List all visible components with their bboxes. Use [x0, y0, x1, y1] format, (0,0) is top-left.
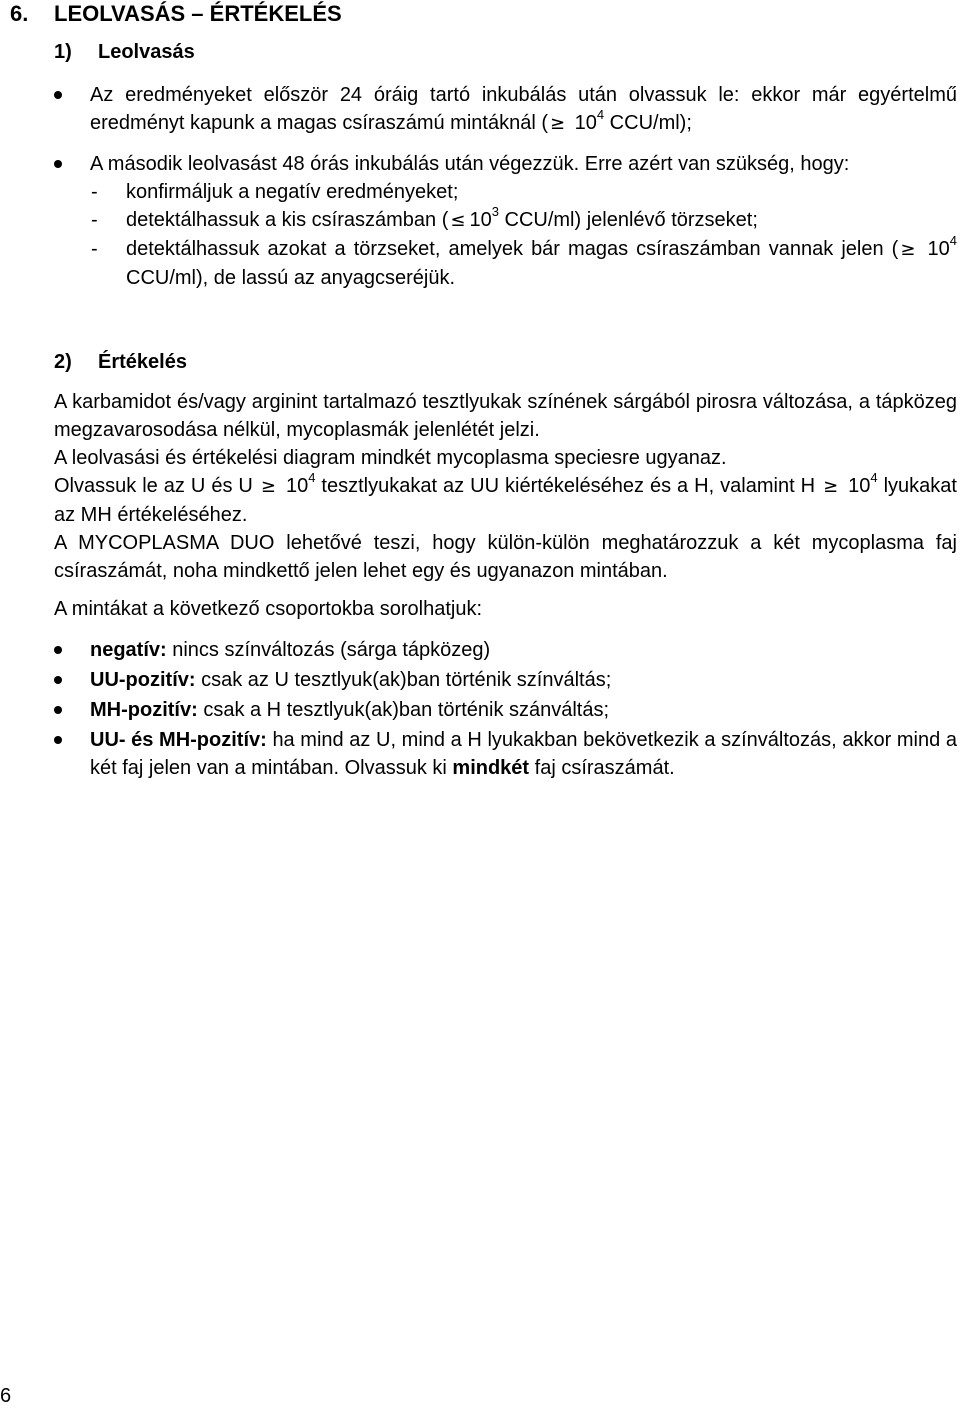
subsection-title: Leolvasás: [98, 41, 195, 63]
subsection-number: 1): [54, 41, 72, 63]
list-item: UU-pozitív: csak az U tesztlyuk(ak)ban történik színváltás;: [54, 666, 957, 694]
leq-symbol: ≤: [450, 210, 466, 231]
subsection-heading-evaluation: [54, 348, 187, 376]
paragraph-read-wells: Olvassuk le az U és $U \ge 10^4$ tesztlyukakat az UU kiértékeléséhez és a H, valamint $H \ge 10^4$ lyukakat az MH értékeléséhez.: [54, 470, 957, 526]
geq-symbol: ≥: [823, 476, 839, 497]
subsection-heading-reading: [54, 38, 195, 66]
geq-symbol: ≥: [549, 113, 566, 134]
section-number: 6.: [10, 1, 29, 26]
geq-symbol: ≥: [260, 476, 276, 497]
geq-symbol: ≥: [900, 239, 916, 260]
page-number: 6: [0, 1385, 12, 1407]
dash-item-confirm: - konfirmáljuk a negatív eredményeket;: [90, 178, 957, 206]
paragraph-groups-intro: A mintákat a következő csoportokba sorolhatjuk:: [54, 598, 483, 620]
paragraph-mycoplasma-duo: A MYCOPLASMA DUO lehetővé teszi, hogy külön-külön meghatározzuk a két mycoplasma faj csíraszámát, noha mindkettő jelen lehet egy és ugyanazon mintában.: [54, 532, 957, 582]
section-heading: [10, 0, 342, 28]
paragraph-diagram: A leolvasási és értékelési diagram mindkét mycoplasma speciesre ugyanaz.: [54, 447, 727, 469]
reading-bullet-list: [54, 81, 957, 292]
section-title: LEOLVASÁS – ÉRTÉKELÉS: [54, 1, 342, 26]
list-item: negatív: nincs színváltozás (sárga tápközeg): [54, 636, 957, 664]
bullet-first-reading: Az eredményeket először 24 óráig tartó inkubálás után olvassuk le: ekkor már egyértelmű eredményt kapunk a magas csíraszámú mintáknál ( ≥ $10^4$ CCU/ml);: [54, 81, 957, 138]
dash-item-low-count: - detektálhassuk a kis csíraszámban ( ≤ $10^3$ CCU/ml) jelenlévő törzseket;: [90, 206, 957, 235]
list-item: MH-pozitív: csak a H tesztlyuk(ak)ban történik szánváltás;: [54, 696, 957, 724]
evaluation-paragraphs: [54, 388, 957, 623]
list-item: UU- és MH-pozitív: ha mind az U, mind a H lyukakban bekövetkezik a színváltozás, akkor mind a két faj jelen van a mintában. Olvassuk ki mindkét faj csíraszámát.: [54, 726, 957, 782]
result-groups-list: [54, 636, 957, 782]
bullet-second-reading: A második leolvasást 48 órás inkubálás után végezzük. Erre azért van szükség, hogy: - konfirmáljuk a negatív eredményeket; - detektálhassuk a kis csíraszámban ( ≤ $10^3$ CCU/ml) jelenlévő törzseket; - detektálhassuk azokat a törzseket, amelyek bár magas csíraszámban vannak jelen ( ≥ $10^4$ CCU/ml), de lassú az anyagcseréjük.: [54, 150, 957, 292]
subsection-title: Értékelés: [98, 351, 187, 373]
paragraph-color-change: A karbamidot és/vagy arginint tartalmazó tesztlyukak színének sárgából pirosra változása, a tápközeg megzavarosodása nélkül, mycoplasmák jelenlétét jelzi.: [54, 391, 957, 441]
dash-item-slow-metabolism: - detektálhassuk azokat a törzseket, amelyek bár magas csíraszámban vannak jelen ( ≥ $10^4$ CCU/ml), de lassú az anyagcseréjük.: [90, 235, 957, 292]
subsection-number: 2): [54, 351, 72, 373]
